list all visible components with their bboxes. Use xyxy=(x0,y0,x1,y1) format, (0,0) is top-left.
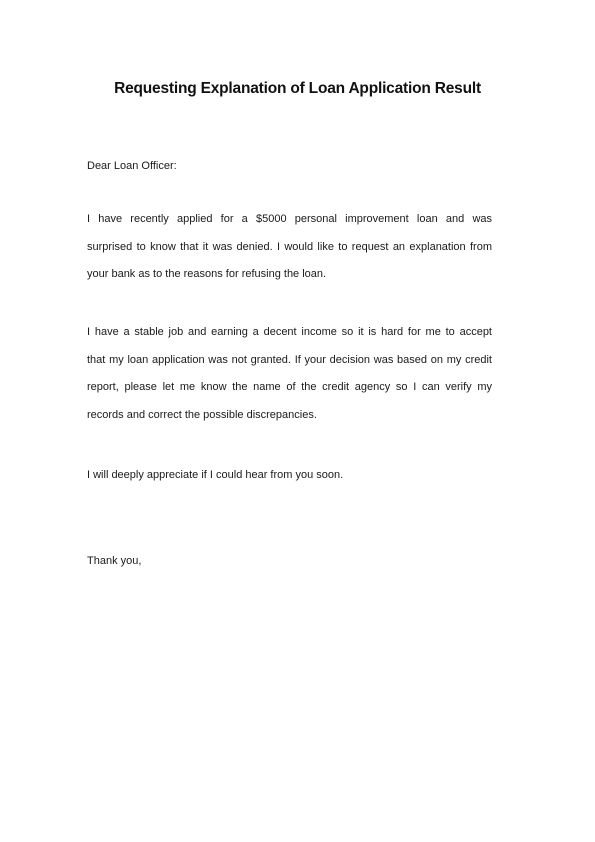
closing: Thank you, xyxy=(87,555,142,567)
paragraph-line: records and correct the possible discrepancies. xyxy=(87,408,317,421)
paragraph-line: that my loan application was not granted. If your decision was based on my credit xyxy=(87,353,492,366)
salutation: Dear Loan Officer: xyxy=(87,160,177,172)
paragraph-3: I will deeply appreciate if I could hear from you soon. xyxy=(87,469,344,481)
paragraph-1 xyxy=(87,206,492,289)
paragraph-line: surprised to know that it was denied. I would like to request an explanation from xyxy=(87,240,492,253)
paragraph-line: I have a stable job and earning a decent income so it is hard for me to accept xyxy=(87,326,492,338)
paragraph-2 xyxy=(87,319,492,429)
page-title: Requesting Explanation of Loan Application Result xyxy=(114,80,481,97)
paragraph-line: I have recently applied for a $5000 personal improvement loan and was xyxy=(87,213,492,225)
paragraph-line: your bank as to the reasons for refusing the loan. xyxy=(87,268,327,280)
paragraph-line: report, please let me know the name of the credit agency so I can verify my xyxy=(87,381,492,393)
